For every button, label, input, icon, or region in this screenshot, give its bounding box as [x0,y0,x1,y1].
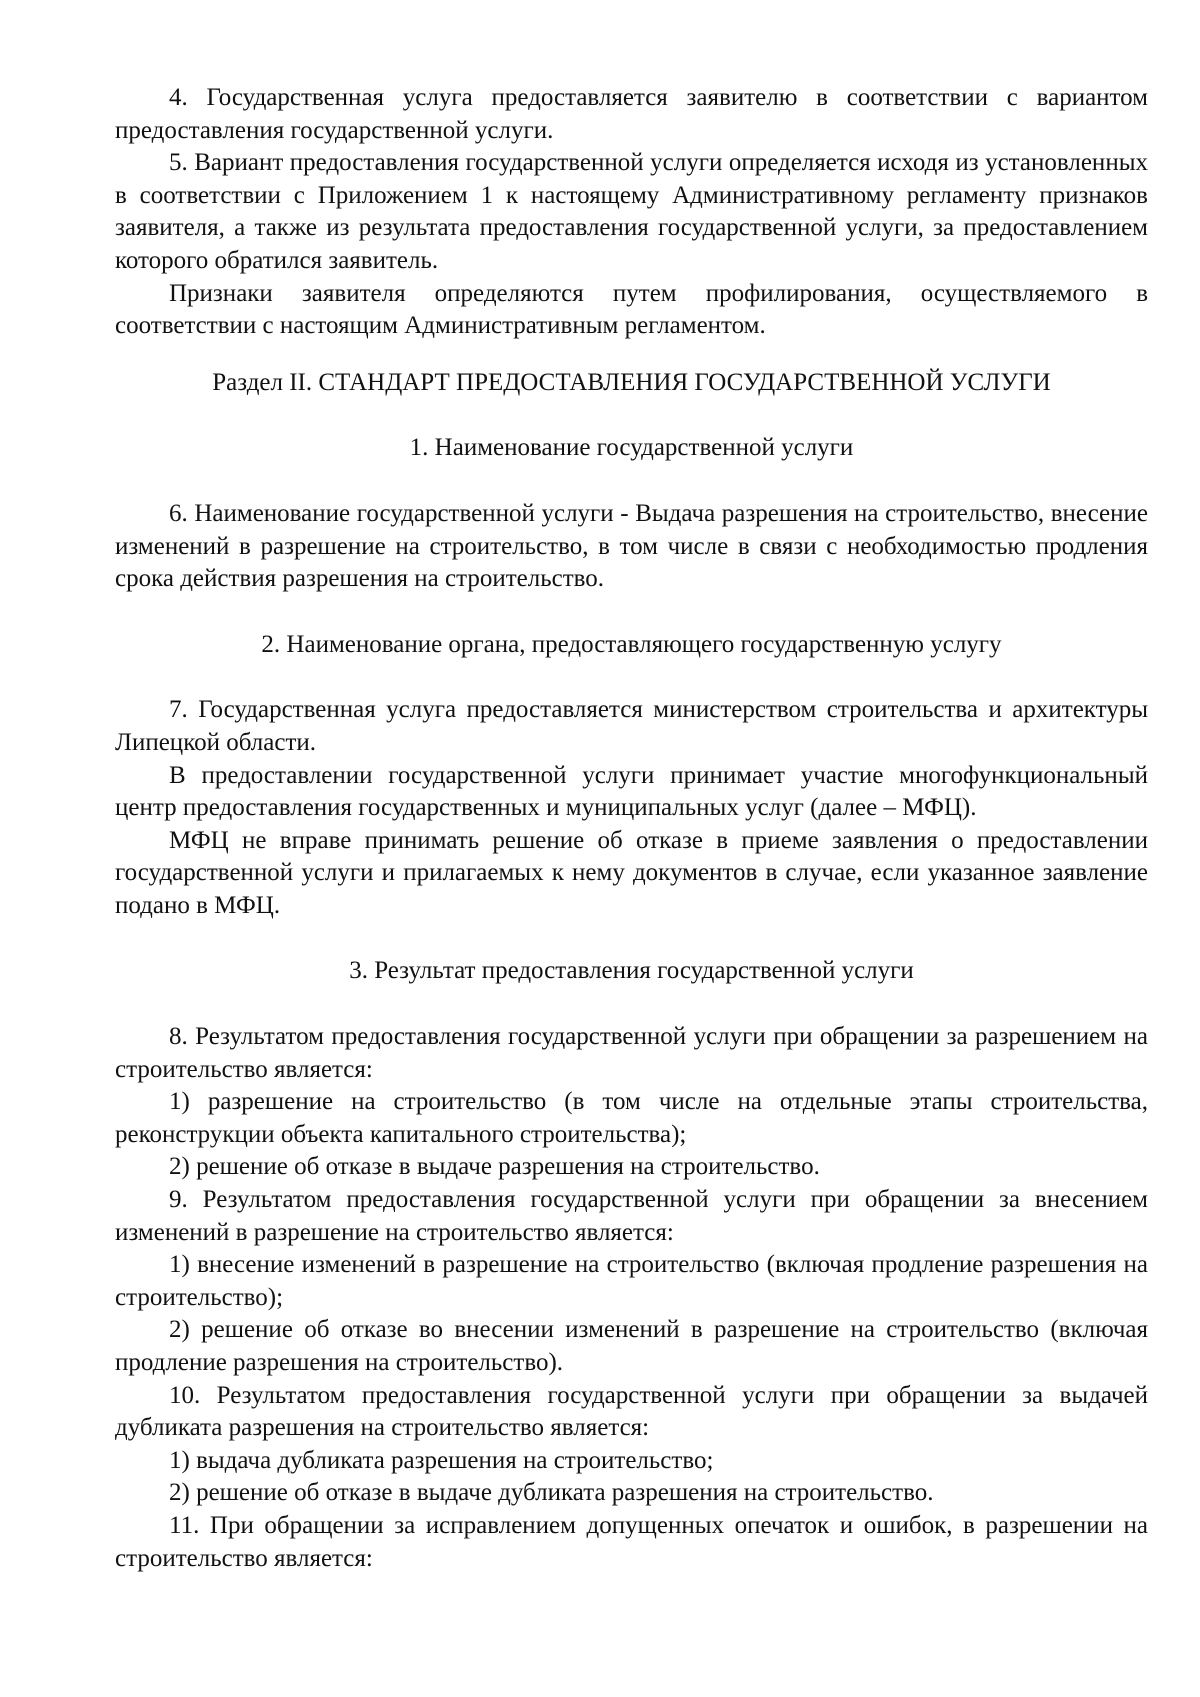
paragraph-5: 5. Вариант предоставления государственной услуги определяется исходя из установленных в соответствии с Приложением 1 к настоящему Административному регламенту признаков заявителя, а также из результата предоставления государственной услуги, за предоставлением которого обратился заявитель. [115,149,1148,274]
paragraph-7: 7. Государственная услуга предоставляется министерством строительства и архитектуры Липецкой области. [115,696,1148,756]
subsection-2-title: 2. Наименование органа, предоставляющего государственную услугу [261,630,1002,658]
paragraph-10: 10. Результатом предоставления государственной услуги при обращении за выдачей дубликата разрешения на строительство является: [115,1381,1148,1442]
paragraph-10-item-2: 2) решение об отказе в выдаче дубликата разрешения на строительство. [169,1479,934,1507]
paragraph-11: 11. При обращении за исправлением допущенных опечаток и ошибок, в разрешении на строительство является: [115,1511,1148,1572]
paragraph-6: 6. Наименование государственной услуги - Выдача разрешения на строительство, внесение изменений в разрешение на строительство, в том числе в связи с необходимостью продления срока действия разрешения на строительство. [115,499,1148,593]
paragraph-9-item-2: 2) решение об отказе во внесении изменений в разрешение на строительство (включая продление разрешения на строительство). [115,1316,1148,1376]
subsection-3-title: 3. Результат предоставления государственной услуги [349,957,914,985]
subsection-1-title: 1. Наименование государственной услуги [409,434,854,462]
paragraph-10-item-1: 1) выдача дубликата разрешения на строительство; [169,1446,714,1474]
paragraph-mfc-participation: В предоставлении государственной услуги принимает участие многофункциональный центр предоставления государственных и муниципальных услуг (далее – МФЦ). [115,761,1148,822]
paragraph-8-item-1: 1) разрешение на строительство (в том числе на отдельные этапы строительства, реконструкции объекта капитального строительства); [115,1088,1148,1148]
paragraph-8: 8. Результатом предоставления государственной услуги при обращении за разрешением на строительство является: [115,1023,1148,1083]
paragraph-8-item-2: 2) решение об отказе в выдаче разрешения на строительство. [169,1153,820,1181]
section-title: Раздел II. СТАНДАРТ ПРЕДОСТАВЛЕНИЯ ГОСУДАРСТВЕННОЙ УСЛУГИ [212,368,1051,396]
paragraph-4: 4. Государственная услуга предоставляется заявителю в соответствии с вариантом предоставления государственной услуги. [115,84,1148,144]
paragraph-9: 9. Результатом предоставления государственной услуги при обращении за внесением изменений в разрешение на строительство является: [115,1186,1148,1246]
paragraph-applicant-features: Признаки заявителя определяются путем профилирования, осуществляемого в соответствии с настоящим Административным регламентом. [115,279,1148,340]
paragraph-mfc-rights: МФЦ не вправе принимать решение об отказе в приеме заявления о предоставлении государственной услуги и прилагаемых к нему документов в случае, если указанное заявление подано в МФЦ. [115,826,1148,919]
document-page [115,82,1148,1575]
paragraph-9-item-1: 1) внесение изменений в разрешение на строительство (включая продление разрешения на строительство); [115,1251,1148,1311]
